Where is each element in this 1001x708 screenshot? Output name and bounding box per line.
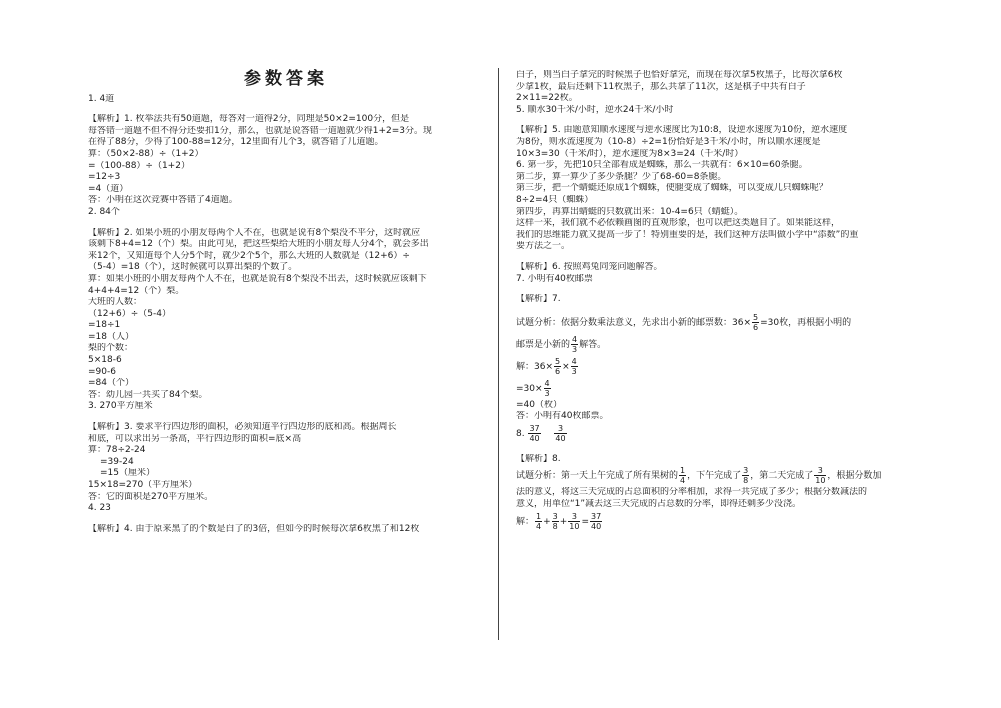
- q1-expr: =（100-88）÷（1+2）: [88, 160, 190, 171]
- q4-analysis-cont: 2×11=22枚。: [516, 93, 578, 104]
- q3-expr: =15（厘米）: [100, 468, 155, 479]
- q7-analysis-text: 邮票是小新的: [516, 339, 571, 350]
- q3-expr: 算：78÷2-24: [88, 445, 146, 456]
- fraction: $\frac{4}{3}$: [571, 356, 577, 376]
- fraction: $\frac{5}{6}$: [753, 312, 759, 332]
- q3-conclusion: 答：它的面积是270平方厘米。: [88, 491, 214, 502]
- q1-expr: 算：（50×2-88）÷（1+2）: [88, 148, 204, 159]
- q7-answer: 7. 小明有40枚邮票: [516, 273, 593, 284]
- fraction: $\frac{5}{6}$: [555, 356, 561, 376]
- q7-analysis-text: =30枚，再根据小明的: [760, 317, 852, 328]
- q2-analysis: 来12个，又知道每个人分5个时，就少2个5个，那么大班的人数就是（12+6）÷: [88, 250, 410, 261]
- q6-step: 8÷2=4只（蜘蛛）: [516, 194, 594, 205]
- fraction: $\frac{3}{40}$: [555, 423, 566, 443]
- q2-expr: 5×18-6: [88, 355, 122, 366]
- q8-analysis: 法的意义，将这三天完成的占总面积的分率相加，求得一共完成了多少；根据分数减法的: [516, 487, 868, 498]
- q3-analysis: 【解析】3. 要求平行四边形的面积，必须知道平行四边形的底和高。根据周长: [88, 422, 397, 433]
- q2-expr: （12+6）÷（5-4）: [88, 308, 171, 319]
- q5-answer: 5. 顺水30千米/小时，逆水24千米/小时: [516, 104, 674, 115]
- fraction: $\frac{37}{40}$: [529, 423, 540, 443]
- q2-conclusion: 答：幼儿园一共买了84个梨。: [88, 389, 208, 400]
- q3-answer: 3. 270平方厘米: [88, 401, 153, 412]
- q7-conclusion: 答：小明有40枚邮票。: [516, 411, 609, 422]
- q6-analysis: 【解析】6. 按照鸡兔同笼问题解答。: [516, 261, 663, 272]
- q2-expr: =84（个）: [88, 378, 134, 389]
- q6-step: 我们的思维能力就又提高一步了！特别重要的是，我们这种方法叫做小学中“添数”的重: [516, 229, 859, 240]
- q2-analysis: 【解析】2. 如果小班的小朋友每两个人不在，也就是说有8个梨没不平分，这时就应: [88, 227, 421, 238]
- q2-expr: =90-6: [88, 366, 116, 377]
- q3-analysis: 和底，可以求出另一条高，平行四边形的面积=底×高: [88, 433, 302, 444]
- q7-analysis-head: 【解析】7.: [516, 294, 561, 305]
- q6-step: 这样一来，我们就不必依赖画图的直观形象，也可以把这类题目了。如果能这样，: [516, 218, 841, 229]
- q1-analysis: 在得了88分，少得了100-88=12分，12里面有几个3，就答错了几道题。: [88, 137, 384, 148]
- q7-analysis: [516, 334, 914, 356]
- fraction: $\frac{4}{3}$: [544, 378, 550, 398]
- q2-expr: =18（人）: [88, 331, 134, 342]
- q2-analysis: 该剩下8+4=12（个）梨。由此可见，把这些梨给大班的小朋友每人分4个，就会多出: [88, 239, 429, 250]
- q7-analysis-text: 解答。: [579, 339, 607, 350]
- fraction: $\frac{1}{4}$: [680, 466, 686, 486]
- q2-analysis: 算：如果小班的小朋友每两个人不在，也就是说有8个梨没不出去，这时候就应该剩下: [88, 273, 427, 284]
- q6-step: 第二步，算一算少了多少条腿？少了68-60=8条腿。: [516, 171, 727, 182]
- q7-analysis: [516, 312, 914, 334]
- fraction: $\frac{4}{3}$: [572, 334, 578, 354]
- q4-analysis: 【解析】4. 由于原来黑了的个数是白了的3倍，但如今的时候每次拿6枚黑了和12枚: [88, 523, 420, 534]
- q8-analysis-head: 【解析】8.: [516, 453, 561, 464]
- q7-expr: =30× $\frac{4}{3}$: [516, 378, 550, 398]
- q3-expr: 15×18=270（平方厘米）: [88, 480, 198, 490]
- q6-step: 第三步，把一个蜻蜓还原成1个蜘蛛，使腿变成了蜘蛛，可以变成几只蜘蛛呢？: [516, 183, 828, 194]
- q6-step: 第四步，再算出蜻蜓的只数就出来：10-4=6只（蜻蜓）。: [516, 206, 744, 217]
- q1-analysis: 每答错一道题不但不得分还要扣1分，那么，也就是说答错一道题就少得1+2=3分。现: [88, 125, 432, 136]
- q7-expr: =40（枚）: [516, 399, 562, 410]
- q1-conclusion: 答：小明在这次竞赛中答错了4道题。: [88, 195, 238, 206]
- fraction: $\frac{3}{10}$: [815, 466, 826, 486]
- fraction: $\frac{3}{8}$: [552, 511, 558, 531]
- q6-step: 要方法之一。: [516, 241, 571, 252]
- fraction: $\frac{3}{10}$: [569, 511, 580, 531]
- q2-label: 梨的个数：: [88, 343, 134, 354]
- q4-analysis-cont: 白子，则当白子拿完的时候黑子也恰好拿完，而现在每次拿5枚黑子，比每次拿6枚: [516, 70, 843, 80]
- q4-analysis-cont: 少拿1枚，最后还剩下11枚黑子，那么共拿了11次，这是棋子中共有白子: [516, 81, 806, 92]
- q5-analysis: 10×3=30（千米/时），逆水速度为8×3=24（千米/时）: [516, 148, 744, 159]
- page-title: 参数答案: [244, 69, 328, 89]
- q8-analysis: 试题分析：第一天上午完成了所有果树的 $\frac{1}{4}$ ，下午完成了 $\frac{3}{8}$ ，第二天完成了 $\frac{3}{10}$ ，根据分数加: [516, 466, 882, 486]
- q1-expr: =12÷3: [88, 172, 121, 183]
- q8-analysis: 意义，用单位“1”减去这三天完成的占总数的分率，即得还剩多少没浇。: [516, 499, 802, 510]
- right-column: [516, 70, 914, 533]
- fraction: $\frac{3}{8}$: [743, 466, 749, 486]
- q5-analysis: 为8份，则水流速度为（10-8）÷2=1份恰好是3千米/小时，所以顺水速度是: [516, 136, 821, 147]
- q2-analysis: （5-4）=18（个），这时候就可以算出梨的个数了。: [88, 262, 298, 273]
- q2-analysis: 4+4+4=12（个）梨。: [88, 285, 185, 296]
- q2-expr: =18÷1: [88, 320, 121, 331]
- q7-expr: 解：36× $\frac{5}{6}$ × $\frac{4}{3}$: [516, 356, 577, 376]
- q1-expr: =4（道）: [88, 183, 129, 194]
- q3-expr: =39-24: [100, 456, 134, 467]
- q6-answer: 6. 第一步，先把10只全部看成是蜘蛛，那么一共就有：6×10=60条腿。: [516, 160, 808, 171]
- left-column: [88, 70, 484, 535]
- fraction: $\frac{1}{4}$: [536, 511, 542, 531]
- fraction: $\frac{37}{40}$: [591, 511, 602, 531]
- q2-answer: 2. 84个: [88, 206, 120, 217]
- q4-answer: 4. 23: [88, 503, 111, 514]
- q1-answer: 1. 4道: [88, 93, 115, 104]
- q5-analysis: 【解析】5. 由题意知顺水速度与逆水速度比为10:8，设逆水速度为10份，逆水速度: [516, 125, 848, 136]
- q8-expr: 解： $\frac{1}{4}$ + $\frac{3}{8}$ + $\frac{3}{10}$ = $\frac{37}{40}$: [516, 511, 602, 531]
- q8-answer: 8. $\frac{37}{40}$ $\frac{3}{40}$: [516, 423, 566, 443]
- q1-analysis: 【解析】1. 枚举法共有50道题，每答对一道得2分，同理是50×2=100分，但是: [88, 114, 410, 125]
- q2-label: 大班的人数：: [88, 297, 143, 308]
- q7-analysis-text: 试题分析：依据分数乘法意义，先求出小新的邮票数：36×: [516, 317, 751, 328]
- column-divider: [498, 68, 499, 640]
